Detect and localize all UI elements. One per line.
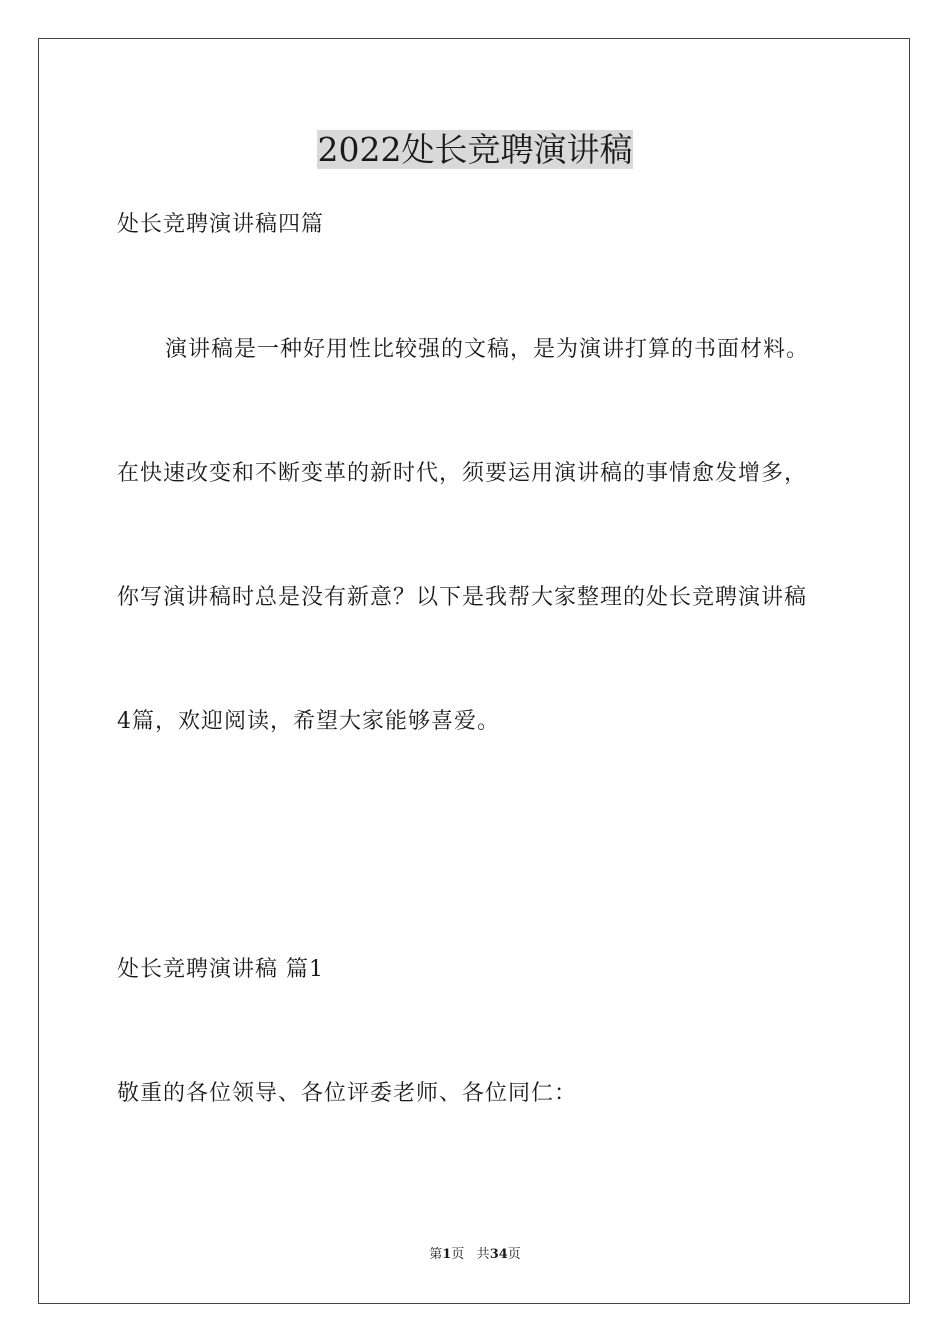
footer-page-number: 1	[442, 1247, 452, 1262]
page-footer	[0, 1246, 950, 1264]
footer-total-suffix: 页	[507, 1247, 521, 1262]
document-subtitle: 处长竞聘演讲稿四篇	[117, 212, 325, 237]
intro-line-1: 演讲稿是一种好用性比较强的文稿，是为演讲打算的书面材料。	[165, 337, 810, 362]
intro-line-4: 4篇，欢迎阅读，希望大家能够喜爱。	[117, 709, 500, 734]
footer-page-suffix: 页	[451, 1247, 465, 1262]
document-title-text: 2022处长竞聘演讲稿	[317, 130, 633, 169]
intro-line-2: 在快速改变和不断变革的新时代，须要运用演讲稿的事情愈发增多，	[117, 461, 808, 486]
document-title	[0, 128, 950, 172]
salutation: 敬重的各位领导、各位评委老师、各位同仁：	[117, 1081, 578, 1106]
section-heading: 处长竞聘演讲稿 篇1	[117, 957, 324, 982]
footer-page-prefix: 第	[429, 1247, 443, 1262]
intro-line-3: 你写演讲稿时总是没有新意？以下是我帮大家整理的处长竞聘演讲稿	[117, 585, 808, 610]
footer-total-prefix: 共	[476, 1247, 490, 1262]
footer-total-pages: 34	[489, 1247, 508, 1262]
